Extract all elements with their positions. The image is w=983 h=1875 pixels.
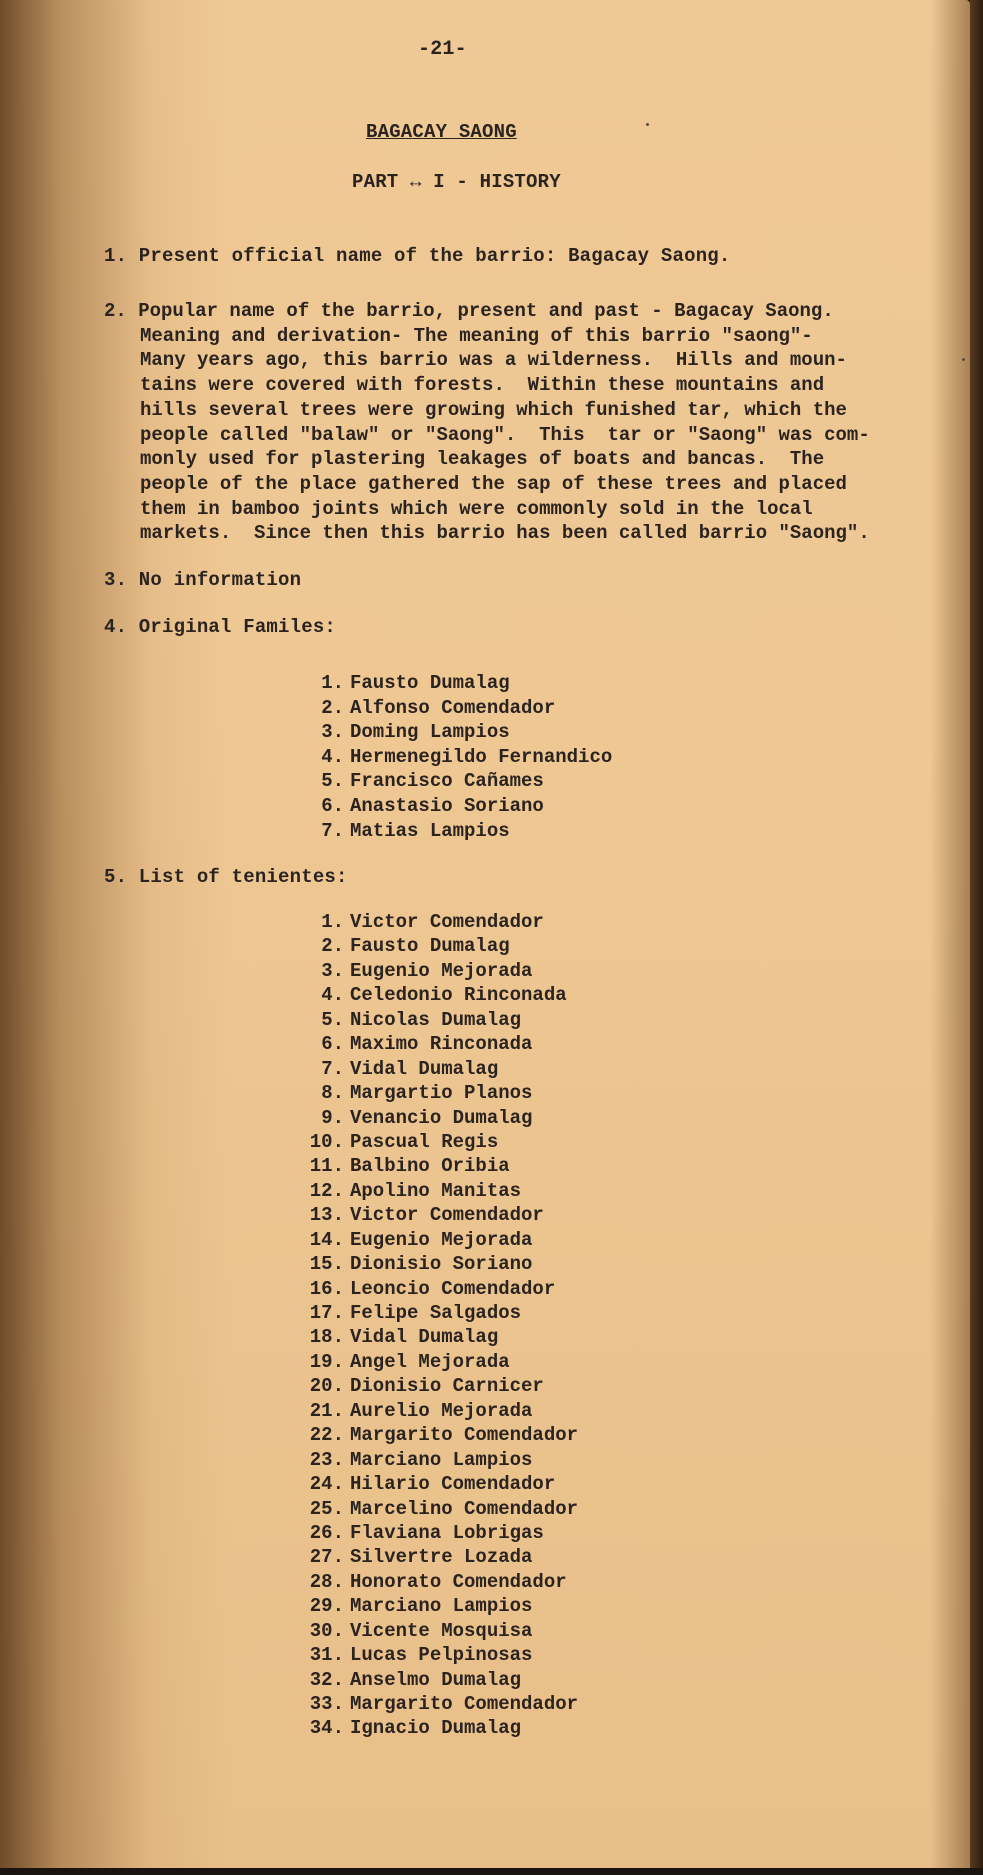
list-item xyxy=(296,910,578,934)
list-item xyxy=(296,1716,578,1740)
list-item xyxy=(296,720,612,745)
list-item xyxy=(296,1350,578,1374)
list-item-number: 11. xyxy=(309,1155,344,1178)
list-item-number: 17. xyxy=(309,1302,344,1324)
list-item-name: Victor Comendador xyxy=(350,1204,544,1227)
paragraph-line: hills several trees were growing which funished tar, which the xyxy=(140,398,847,421)
list-item-number: 29. xyxy=(309,1595,344,1618)
list-item-number: 14. xyxy=(309,1228,344,1251)
list-item xyxy=(296,794,612,819)
page-edge-shadow xyxy=(970,0,983,1875)
list-item-name: Marciano Lampios xyxy=(350,1595,533,1618)
list-item-number: 31. xyxy=(309,1644,344,1667)
question-4: 4. Original Familes: xyxy=(104,616,337,638)
question-5: 5. List of tenientes: xyxy=(104,866,348,888)
list-item-number: 15. xyxy=(309,1253,344,1276)
list-item-name: Angel Mejorada xyxy=(350,1350,510,1373)
list-item-name: Matias Lampios xyxy=(350,819,510,842)
list-item-name: Fausto Dumalag xyxy=(350,672,510,694)
list-item xyxy=(296,1325,578,1349)
list-item-name: Dionisio Soriano xyxy=(350,1253,533,1276)
list-item-name: Marcelino Comendador xyxy=(350,1497,579,1520)
list-item xyxy=(296,1032,578,1056)
list-item xyxy=(296,696,612,721)
paragraph-line: Many years ago, this barrio was a wilderness. Hills and moun- xyxy=(140,349,847,372)
list-item-name: Maximo Rinconada xyxy=(350,1033,533,1056)
list-item xyxy=(296,1154,578,1178)
list-item-name: Doming Lampios xyxy=(350,721,510,744)
list-item xyxy=(296,1008,578,1032)
list-item-number: 2. xyxy=(321,696,344,719)
list-item-name: Honorato Comendador xyxy=(350,1570,567,1593)
list-item-name: Ignacio Dumalag xyxy=(350,1717,522,1740)
list-item-name: Margarito Comendador xyxy=(350,1424,579,1447)
paragraph-line: tains were covered with forests. Within these mountains and xyxy=(140,374,825,397)
list-item xyxy=(296,1301,578,1325)
list-item-number: 30. xyxy=(309,1619,344,1642)
list-item-number: 4. xyxy=(321,984,344,1007)
list-item xyxy=(296,1472,578,1496)
list-item-name: Alfonso Comendador xyxy=(350,696,556,719)
list-item xyxy=(296,1252,578,1276)
list-item xyxy=(296,1179,578,1203)
list-item-number: 7. xyxy=(321,1057,344,1080)
list-item xyxy=(296,1057,578,1081)
paragraph-line: people called "balaw" or "Saong". This tar or "Saong" was com- xyxy=(140,423,870,446)
list-item-number: 28. xyxy=(309,1570,344,1593)
question-3: 3. No information xyxy=(104,569,302,591)
list-item xyxy=(296,745,612,770)
list-item-number: 33. xyxy=(309,1693,344,1715)
list-item-name: Vidal Dumalag xyxy=(350,1057,499,1080)
list-item-name: Felipe Salgados xyxy=(350,1302,522,1324)
list-item-name: Leoncio Comendador xyxy=(350,1277,556,1300)
list-item-number: 27. xyxy=(309,1546,344,1569)
question-2-paragraph xyxy=(104,299,944,546)
list-item xyxy=(296,1521,578,1545)
list-item-name: Francisco Cañames xyxy=(350,770,544,793)
list-item xyxy=(296,1081,578,1105)
list-item xyxy=(296,1423,578,1447)
list-item-name: Flaviana Lobrigas xyxy=(350,1521,544,1544)
list-item-number: 5. xyxy=(321,770,344,793)
list-item-name: Eugenio Mejorada xyxy=(350,959,533,982)
list-item-number: 6. xyxy=(321,1033,344,1056)
original-families-list xyxy=(296,671,612,843)
list-item-number: 1. xyxy=(321,672,344,694)
list-item xyxy=(296,1277,578,1301)
list-item-name: Pascual Regis xyxy=(350,1130,499,1153)
list-item xyxy=(296,1643,578,1667)
list-item-number: 5. xyxy=(321,1008,344,1031)
list-item-number: 10. xyxy=(309,1130,344,1153)
list-item-number: 3. xyxy=(321,721,344,744)
list-item-name: Lucas Pelpinosas xyxy=(350,1644,533,1667)
list-item xyxy=(296,1668,578,1692)
list-item-name: Victor Comendador xyxy=(350,911,544,933)
list-item-number: 32. xyxy=(309,1668,344,1691)
list-item xyxy=(296,1619,578,1643)
list-item-number: 22. xyxy=(309,1424,344,1447)
list-item-number: 12. xyxy=(309,1179,344,1202)
list-item-name: Anastasio Soriano xyxy=(350,794,544,817)
list-item-number: 8. xyxy=(321,1082,344,1105)
list-item-name: Marciano Lampios xyxy=(350,1448,533,1471)
list-item-name: Vicente Mosquisa xyxy=(350,1619,533,1642)
list-item-number: 24. xyxy=(309,1473,344,1496)
list-item xyxy=(296,1130,578,1154)
list-item-name: Balbino Oribia xyxy=(350,1155,510,1178)
list-item-number: 4. xyxy=(321,745,344,768)
list-item-name: Vidal Dumalag xyxy=(350,1326,499,1349)
list-item xyxy=(296,983,578,1007)
list-item-name: Aurelio Mejorada xyxy=(350,1399,533,1422)
list-item xyxy=(296,671,612,696)
paragraph-line: 2. Popular name of the barrio, present and past - Bagacay Saong. xyxy=(104,300,834,322)
list-item-number: 2. xyxy=(321,935,344,958)
tenientes-list xyxy=(296,910,578,1741)
list-item-number: 21. xyxy=(309,1399,344,1422)
list-item xyxy=(296,1448,578,1472)
scan-border xyxy=(0,1868,983,1875)
list-item xyxy=(296,1374,578,1398)
list-item-name: Venancio Dumalag xyxy=(350,1106,533,1129)
question-1: 1. Present official name of the barrio: Bagacay Saong. xyxy=(104,245,731,267)
list-item-number: 23. xyxy=(309,1448,344,1471)
list-item xyxy=(296,1399,578,1423)
list-item xyxy=(296,959,578,983)
list-item-number: 1. xyxy=(321,911,344,933)
list-item-number: 18. xyxy=(309,1326,344,1349)
paragraph-line: monly used for plastering leakages of boats and bancas. The xyxy=(140,448,825,471)
list-item xyxy=(296,1497,578,1521)
list-item-number: 25. xyxy=(309,1497,344,1520)
list-item-name: Margarito Comendador xyxy=(350,1693,579,1715)
list-item-number: 7. xyxy=(321,819,344,842)
paper-speck xyxy=(962,358,965,361)
list-item xyxy=(296,1203,578,1227)
list-item xyxy=(296,934,578,958)
list-item xyxy=(296,1570,578,1594)
list-item-number: 13. xyxy=(309,1204,344,1227)
list-item xyxy=(296,1594,578,1618)
list-item-number: 16. xyxy=(309,1277,344,1300)
list-item-name: Dionisio Carnicer xyxy=(350,1375,544,1398)
list-item-number: 6. xyxy=(321,794,344,817)
part-heading: PART ↔ I - HISTORY xyxy=(352,171,561,193)
list-item-number: 34. xyxy=(309,1717,344,1740)
list-item-number: 9. xyxy=(321,1106,344,1129)
list-item xyxy=(296,769,612,794)
list-item-name: Margartio Planos xyxy=(350,1082,533,1105)
list-item-name: Apolino Manitas xyxy=(350,1179,522,1202)
paragraph-line: markets. Since then this barrio has been called barrio "Saong". xyxy=(140,522,870,545)
list-item-name: Fausto Dumalag xyxy=(350,935,510,958)
list-item-number: 26. xyxy=(309,1521,344,1544)
list-item-name: Anselmo Dumalag xyxy=(350,1668,522,1691)
list-item-name: Celedonio Rinconada xyxy=(350,984,567,1007)
paragraph-line: them in bamboo joints which were commonly sold in the local xyxy=(140,497,813,520)
list-item xyxy=(296,819,612,844)
list-item-number: 19. xyxy=(309,1350,344,1373)
list-item xyxy=(296,1228,578,1252)
list-item-name: Hilario Comendador xyxy=(350,1473,556,1496)
page-title: BAGACAY SAONG xyxy=(366,121,517,143)
list-item xyxy=(296,1692,578,1716)
list-item-name: Silvertre Lozada xyxy=(350,1546,533,1569)
list-item-name: Nicolas Dumalag xyxy=(350,1008,522,1031)
paper-speck xyxy=(646,123,649,126)
list-item-name: Hermenegildo Fernandico xyxy=(350,745,613,768)
page-number: -21- xyxy=(418,38,467,61)
paragraph-line: people of the place gathered the sap of these trees and placed xyxy=(140,472,847,495)
list-item-name: Eugenio Mejorada xyxy=(350,1228,533,1251)
list-item-number: 3. xyxy=(321,959,344,982)
paragraph-line: Meaning and derivation- The meaning of this barrio "saong"- xyxy=(140,324,813,347)
list-item xyxy=(296,1545,578,1569)
list-item xyxy=(296,1106,578,1130)
list-item-number: 20. xyxy=(309,1375,344,1398)
